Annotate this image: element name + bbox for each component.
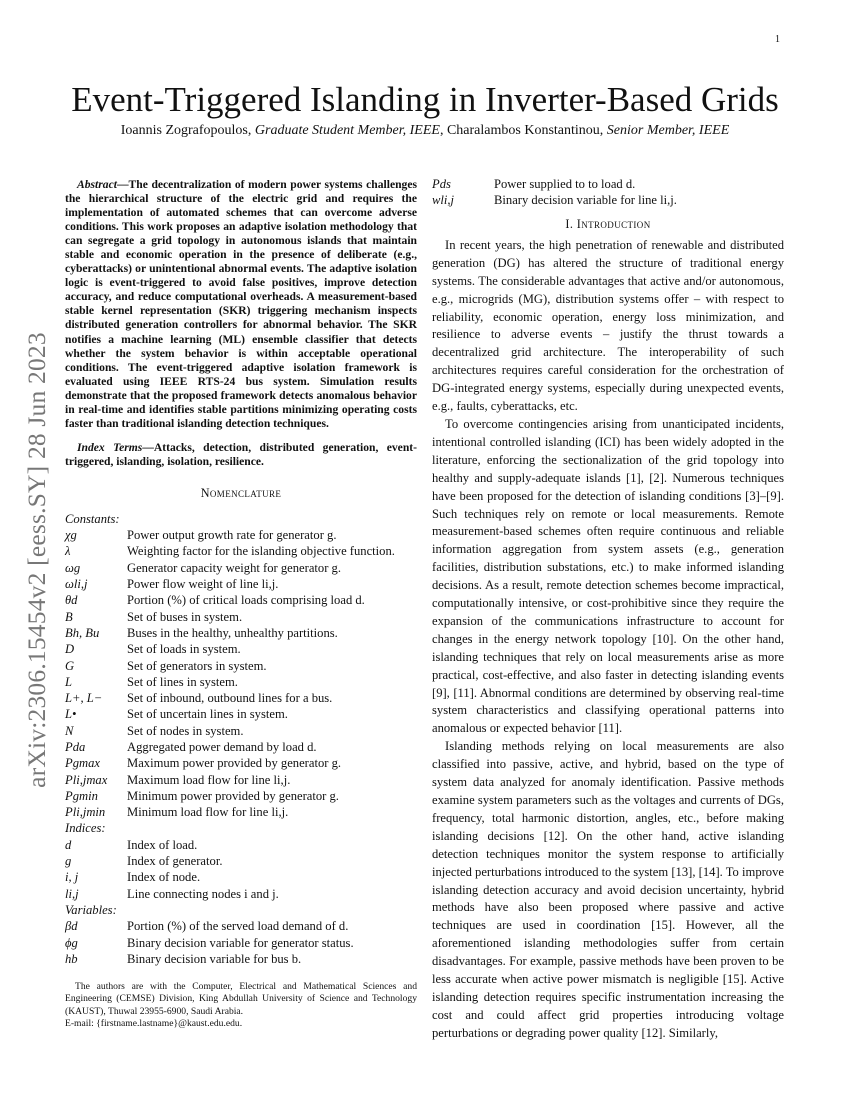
nomenclature-symbol: Pli,jmax <box>65 772 108 787</box>
nomenclature-symbol: B <box>65 609 73 624</box>
nomenclature-symbol: wli,j <box>432 193 455 207</box>
intro-paragraph-2: To overcome contingencies arising from unanticipated incidents, intentional controlled islanding (ICI) has been widely adopted in the literature, enforcing the sectionalization of the grid topology into healthy and supply-adequate islands [1], [2]. Numerous techniques have been proposed for the detection of islanding conditions [3]–[9]. Such techniques rely on remote or local measurements. Remote measurement-based schemes often require continuous and reliable information aggregation from system assets (e.g., generation facilities, distribution substations, etc.) to make informed islanding decisions. As a result, remote detection schemes become impractical, computationally intensive, or cost-prohibitive since they require the expansion of the communications infrastructure to account for changes in the energy network topology [10]. On the other hand, islanding techniques that rely on local measurements arise as more practical, cost-effective, and also faster in detecting islanding events [9], [11]. Abnormal conditions are determined by observing real-time system characteristics and classifying operational patterns into anomalous or expected behavior [11]. <box>432 416 784 736</box>
nomenclature-symbol: χg <box>65 528 77 543</box>
nomenclature-entry <box>65 935 417 951</box>
nomenclature-entry <box>65 560 417 576</box>
nomenclature-definition: Portion (%) of critical loads comprising load d. <box>127 593 365 608</box>
index-terms-label: Index Terms <box>77 440 143 454</box>
nomenclature-symbol: ωli,j <box>65 577 88 592</box>
abstract-label: Abstract <box>77 178 117 191</box>
nomenclature-symbol: L+, L− <box>65 691 103 706</box>
indices-list <box>65 837 417 902</box>
author-1-role: Graduate Student Member, IEEE <box>254 123 440 138</box>
nomenclature-definition: Buses in the healthy, unhealthy partitions. <box>127 625 338 640</box>
nomenclature-entry <box>65 739 417 755</box>
nomenclature-definition: Maximum load flow for line li,j. <box>127 772 291 787</box>
nomenclature-definition: Set of lines in system. <box>127 674 238 689</box>
nomenclature-definition: Set of uncertain lines in system. <box>127 707 288 722</box>
indices-label: Indices: <box>65 821 106 836</box>
nomenclature-definition: Index of generator. <box>127 854 223 869</box>
nomenclature-entry <box>65 951 417 967</box>
nomenclature-symbol: Pgmax <box>65 756 100 771</box>
index-terms <box>65 441 417 469</box>
nomenclature-symbol: g <box>65 854 72 869</box>
nomenclature-definition: Minimum power provided by generator g. <box>127 788 339 803</box>
nomenclature-symbol: Pds <box>432 177 451 191</box>
introduction-heading: I. Introduction <box>565 217 651 231</box>
nomenclature-entry <box>65 543 417 559</box>
nomenclature-entry <box>65 658 417 674</box>
nomenclature-entry <box>65 609 417 625</box>
nomenclature-symbol: hb <box>65 951 78 966</box>
nomenclature-definition: Set of loads in system. <box>127 642 241 657</box>
paper-title: Event-Triggered Islanding in Inverter-Based Grids <box>71 80 779 119</box>
nomenclature-entry <box>65 690 417 706</box>
nomenclature-entry <box>65 723 417 739</box>
nomenclature-entry <box>65 755 417 771</box>
nomenclature-entry <box>65 804 417 820</box>
nomenclature-entry <box>65 918 417 934</box>
nomenclature-definition: Portion (%) of the served load demand of d. <box>127 919 349 934</box>
nomenclature-symbol: Pda <box>65 740 86 754</box>
nomenclature-definition: Generator capacity weight for generator g. <box>127 560 341 575</box>
nomenclature-symbol: Bh, Bu <box>65 625 100 640</box>
nomenclature-definition: Minimum load flow for line li,j. <box>127 805 289 820</box>
nomenclature-symbol: Pgmin <box>65 788 98 803</box>
nomenclature-symbol: λ <box>65 544 71 559</box>
nomenclature-symbol: N <box>65 723 74 738</box>
nomenclature-definition: Aggregated power demand by load d. <box>127 740 317 754</box>
arxiv-stamp-text: arXiv:2306.15454v2 [eess.SY] 28 Jun 2023 <box>22 332 51 788</box>
intro-paragraph-1: In recent years, the high penetration of renewable and distributed generation (DG) has altered the structure of traditional energy systems. The considerable advantages that active and/or autonomous, e.g., microgrids (MG), distribution systems offer – with respect to reliability, economic operation, energy loss minimization, and resilience to adverse events – justify the thrust towards a decentralized grid architecture. The interoperability of such architectures requires careful consideration for the orchestration of DG-integrated energy systems, especially during unexpected events, e.g., faults, cyberattacks, etc. <box>432 237 784 414</box>
nomenclature-definition: Power supplied to to load d. <box>494 177 636 191</box>
nomenclature-symbol: D <box>65 642 75 657</box>
footnote-email: E-mail: {firstname.lastname}@kaust.edu.edu. <box>65 1018 243 1030</box>
left-column <box>65 178 417 1030</box>
nomenclature-entry <box>65 641 417 657</box>
nomenclature-definition: Line connecting nodes i and j. <box>127 886 279 901</box>
author-1: Ioannis Zografopoulos, <box>120 123 252 138</box>
nomenclature-definition: Index of node. <box>127 870 201 885</box>
nomenclature-entry <box>65 527 417 543</box>
nomenclature-definition: Maximum power provided by generator g. <box>127 756 342 771</box>
nomenclature-entry <box>65 837 417 853</box>
right-column <box>432 176 784 1043</box>
nomenclature-symbol: L <box>65 674 73 689</box>
nomenclature-definition: Binary decision variable for generator status. <box>127 935 354 950</box>
nomenclature-definition: Index of load. <box>127 837 198 852</box>
variables-list <box>65 918 417 967</box>
nomenclature-symbol: L• <box>65 707 77 722</box>
nomenclature-entry <box>65 674 417 690</box>
nomenclature-entry <box>65 706 417 722</box>
nomenclature-symbol: d <box>65 837 72 852</box>
intro-paragraph-3: Islanding methods relying on local measurements are also classified into passive, active, and hybrid, based on the type of system data analyzed for anomaly identification. Passive methods examine system parameters such as the voltages and currents of DGs, frequency, total harmonic distortion, angles, etc., before making islanding decisions [12]. On the other hand, active islanding detection techniques monitor the system response to artificially injected perturbations introduced to the system [13], [14]. To improve islanding detection accuracy and avoid decision uncertainty, hybrid methods have also been proposed where passive and active techniques are used in coordination [15]. However, all the aforementioned islanding methodologies suffer from certain disadvantages. For example, passive methods have been proven to be less accurate when active power mismatch is negligible [15]. Active islanding detection requires specific instrumentation increasing the cost and could affect grid properties introducing voltage perturbations or degrading power quality [12]. Similarly, <box>432 739 784 1040</box>
nomenclature-definition: Set of nodes in system. <box>127 723 244 738</box>
nomenclature-definition: Power output growth rate for generator g. <box>127 528 337 543</box>
nomenclature-entry <box>65 576 417 592</box>
nomenclature-entry <box>65 772 417 788</box>
author-2: , Charalambos Konstantinou, <box>439 123 604 138</box>
nomenclature-symbol: ϕg <box>65 935 78 950</box>
arxiv-stamp <box>12 330 62 790</box>
nomenclature-definition: Set of generators in system. <box>127 658 267 673</box>
index-terms-text: —Attacks, detection, distributed generation, event-triggered, islanding, isolation, resilience. <box>65 440 417 468</box>
nomenclature-definition: Binary decision variable for bus b. <box>127 951 302 966</box>
author-line <box>60 123 790 139</box>
nomenclature-entry <box>65 853 417 869</box>
variables-continued-list <box>432 176 784 208</box>
nomenclature-entry <box>65 886 417 902</box>
nomenclature-definition: Weighting factor for the islanding objective function. <box>127 544 395 559</box>
nomenclature-entry <box>432 176 784 192</box>
nomenclature-definition: Power flow weight of line li,j. <box>127 577 279 592</box>
abstract <box>65 178 417 431</box>
page-number: 1 <box>775 34 780 45</box>
author-2-role: Senior Member, IEEE <box>606 123 730 138</box>
footnote-affiliation: The authors are with the Computer, Electrical and Mathematical Sciences and Engineering (CEMSE) Division, King Abdullah University of Science and Technology (KAUST), Thuwal 23955-6900, Saudi Arabia. <box>65 981 417 1017</box>
constants-label: Constants: <box>65 511 120 526</box>
nomenclature-symbol: i, j <box>65 870 79 885</box>
nomenclature-definition: Set of buses in system. <box>127 609 243 624</box>
nomenclature-symbol: G <box>65 658 75 673</box>
nomenclature-symbol: ωg <box>65 560 81 575</box>
abstract-text: —The decentralization of modern power systems challenges the hierarchical structure of the electric grid and requires the implementation of automated schemes that can overcome adverse conditions. This work proposes an adaptive isolation methodology that can segregate a grid topology in autonomous islands that maintain stable and economic operation in the presence of deliberate (e.g., cyberattacks) or unintentional abnormal events. The adaptive isolation logic is event-triggered to avoid false positives, improve detection accuracy, and reduce computational overheads. A measurement-based stable kernel representation (SKR) triggering mechanism inspects distributed generation controllers for abnormal behavior. The SKR notifies a machine learning (ML) ensemble classifier that detects whether the system behavior is within acceptable operational conditions. The event-triggered adaptive isolation framework is evaluated using IEEE RTS-24 bus system. Simulation results demonstrate that the proposed framework detects anomalous behavior in real-time and identifies stable partitions minimizing operating costs faster than traditional islanding detection techniques. <box>65 178 417 430</box>
nomenclature-entry <box>65 869 417 885</box>
nomenclature-definition: Set of inbound, outbound lines for a bus. <box>127 691 333 706</box>
constants-list <box>65 527 417 820</box>
nomenclature-symbol: βd <box>65 919 78 934</box>
nomenclature-heading: Nomenclature <box>200 485 282 500</box>
nomenclature-entry <box>65 625 417 641</box>
nomenclature-entry <box>65 592 417 608</box>
nomenclature-entry <box>65 788 417 804</box>
nomenclature-entry <box>432 192 784 208</box>
variables-label: Variables: <box>65 902 117 917</box>
nomenclature-symbol: li,j <box>65 886 79 901</box>
nomenclature-symbol: Pli,jmin <box>65 805 106 820</box>
nomenclature-symbol: θd <box>65 593 78 608</box>
author-affiliation-footnote <box>65 981 417 1030</box>
nomenclature-definition: Binary decision variable for line li,j. <box>494 193 677 207</box>
